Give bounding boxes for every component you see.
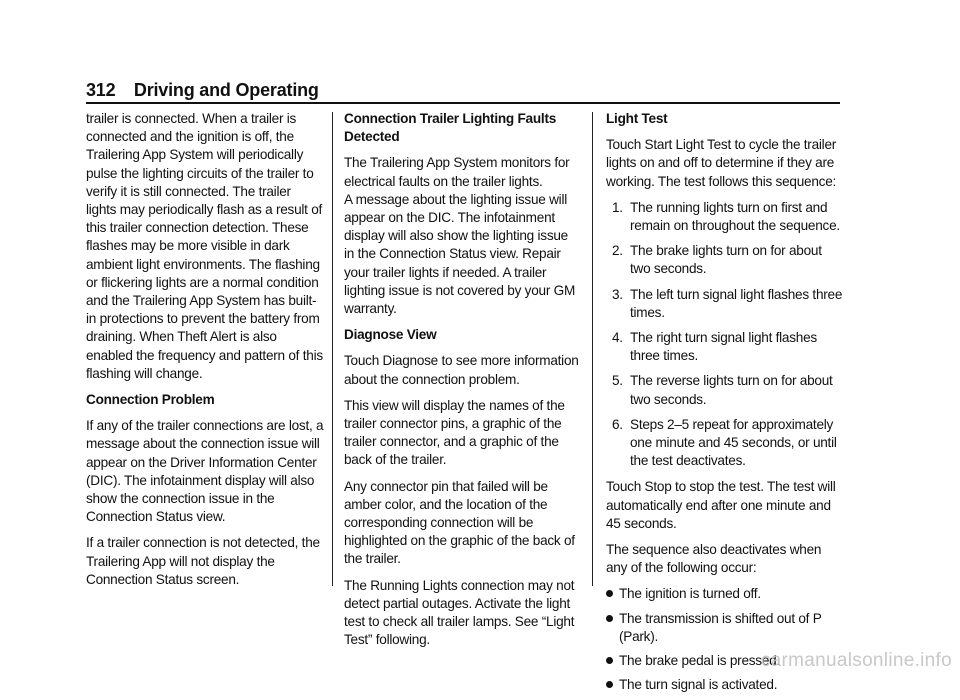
page-number: 312	[86, 80, 116, 100]
paragraph: The sequence also deactivates when any of the following occur:	[606, 542, 822, 576]
heading-diagnose-view: Diagnose View	[344, 327, 437, 343]
bullet-icon	[606, 615, 613, 622]
step-number: 5.	[612, 373, 623, 389]
bullet-icon	[606, 681, 613, 688]
paragraph: The Trailering App System monitors for electrical faults on the trailer lights.	[344, 155, 570, 189]
paragraph: If any of the trailer connections are lost, a message about the connection issue will appear on the Driver Information Center (DIC). The infotainment display will also show the connection issue in the Connection Status view.	[86, 418, 324, 525]
step-text: The brake lights turn on for about two seconds.	[630, 243, 822, 277]
heading-lighting-faults: Connection Trailer Lighting Faults Detected	[344, 111, 557, 145]
bullet-text: The transmission is shifted out of P (Park).	[619, 610, 822, 644]
bullet-list	[606, 585, 844, 694]
column-2	[344, 110, 580, 657]
list-item	[606, 199, 844, 235]
bullet-icon	[606, 590, 613, 597]
bullet-text: The ignition is turned off.	[619, 586, 761, 602]
paragraph: Any connector pin that failed will be amber color, and the location of the corresponding connection will be highlighted on the graphic of the back of the trailer.	[344, 478, 575, 567]
bullet-text: The brake pedal is pressed.	[619, 653, 781, 669]
column-divider	[332, 112, 333, 586]
bullet-text: The turn signal is activated.	[619, 677, 778, 693]
header-rule	[86, 102, 840, 104]
column-divider	[592, 112, 593, 586]
list-item	[606, 610, 844, 646]
page-header	[86, 80, 840, 101]
paragraph: Touch Stop to stop the test. The test will automatically end after one minute and 45 seconds.	[606, 479, 836, 531]
watermark: carmanualsonline.info	[760, 650, 952, 671]
step-number: 4.	[612, 330, 623, 346]
heading-connection-problem: Connection Problem	[86, 392, 215, 408]
paragraph: This view will display the names of the trailer connector pins, a graphic of the trailer connector, and a graphic of the back of the trailer.	[344, 397, 565, 468]
heading-light-test: Light Test	[606, 111, 668, 126]
list-item	[606, 416, 844, 471]
list-item	[606, 329, 844, 365]
step-text: The left turn signal light flashes three times.	[630, 286, 843, 320]
step-text: The right turn signal light flashes three times.	[630, 330, 817, 364]
paragraph: If a trailer connection is not detected, the Trailering App will not display the Connection Status screen.	[86, 535, 320, 587]
step-number: 2.	[612, 243, 623, 259]
list-item	[606, 286, 844, 322]
step-number: 1.	[612, 199, 623, 215]
list-item	[606, 585, 844, 603]
list-item	[606, 372, 844, 408]
column-3	[606, 110, 844, 700]
paragraph: Touch Diagnose to see more information about the connection problem.	[344, 353, 579, 387]
list-item	[606, 676, 844, 694]
paragraph: The Running Lights connection may not detect partial outages. Activate the light test to check all trailer lamps. See “Light Test” following.	[344, 577, 575, 648]
list-item	[606, 242, 844, 278]
bullet-icon	[606, 657, 613, 664]
step-text: The running lights turn on first and remain on throughout the sequence.	[630, 199, 840, 234]
paragraph: A message about the lighting issue will appear on the DIC. The infotainment display will also show the lighting issue in the Connection Status view. Repair your trailer lights if needed. A trailer lighting issue is not covered by your GM warranty.	[344, 191, 576, 317]
step-text: Steps 2–5 repeat for approximately one minute and 45 seconds, or until the test deactivates.	[630, 416, 837, 469]
step-number: 3.	[612, 286, 623, 302]
step-number: 6.	[612, 416, 623, 432]
paragraph: trailer is connected. When a trailer is connected and the ignition is off, the Trailering App System will periodically pulse the lighting circuits of the trailer to verify it is still connected. The trailer lights may periodically flash as a result of this trailer connection detection. These flashes may be more visible in dark ambient light environments. The flashing or flickering lights are a normal condition and the Trailering App System has built-in protections to prevent the battery from draining. When Theft Alert is also enabled the frequency and pattern of this flashing will change.	[86, 111, 323, 381]
step-list	[606, 199, 844, 471]
paragraph: Touch Start Light Test to cycle the trailer lights on and off to determine if they are working. The test follows this sequence:	[606, 137, 837, 189]
column-1	[86, 110, 324, 597]
step-text: The reverse lights turn on for about two seconds.	[630, 373, 833, 407]
section-title: Driving and Operating	[133, 80, 319, 100]
